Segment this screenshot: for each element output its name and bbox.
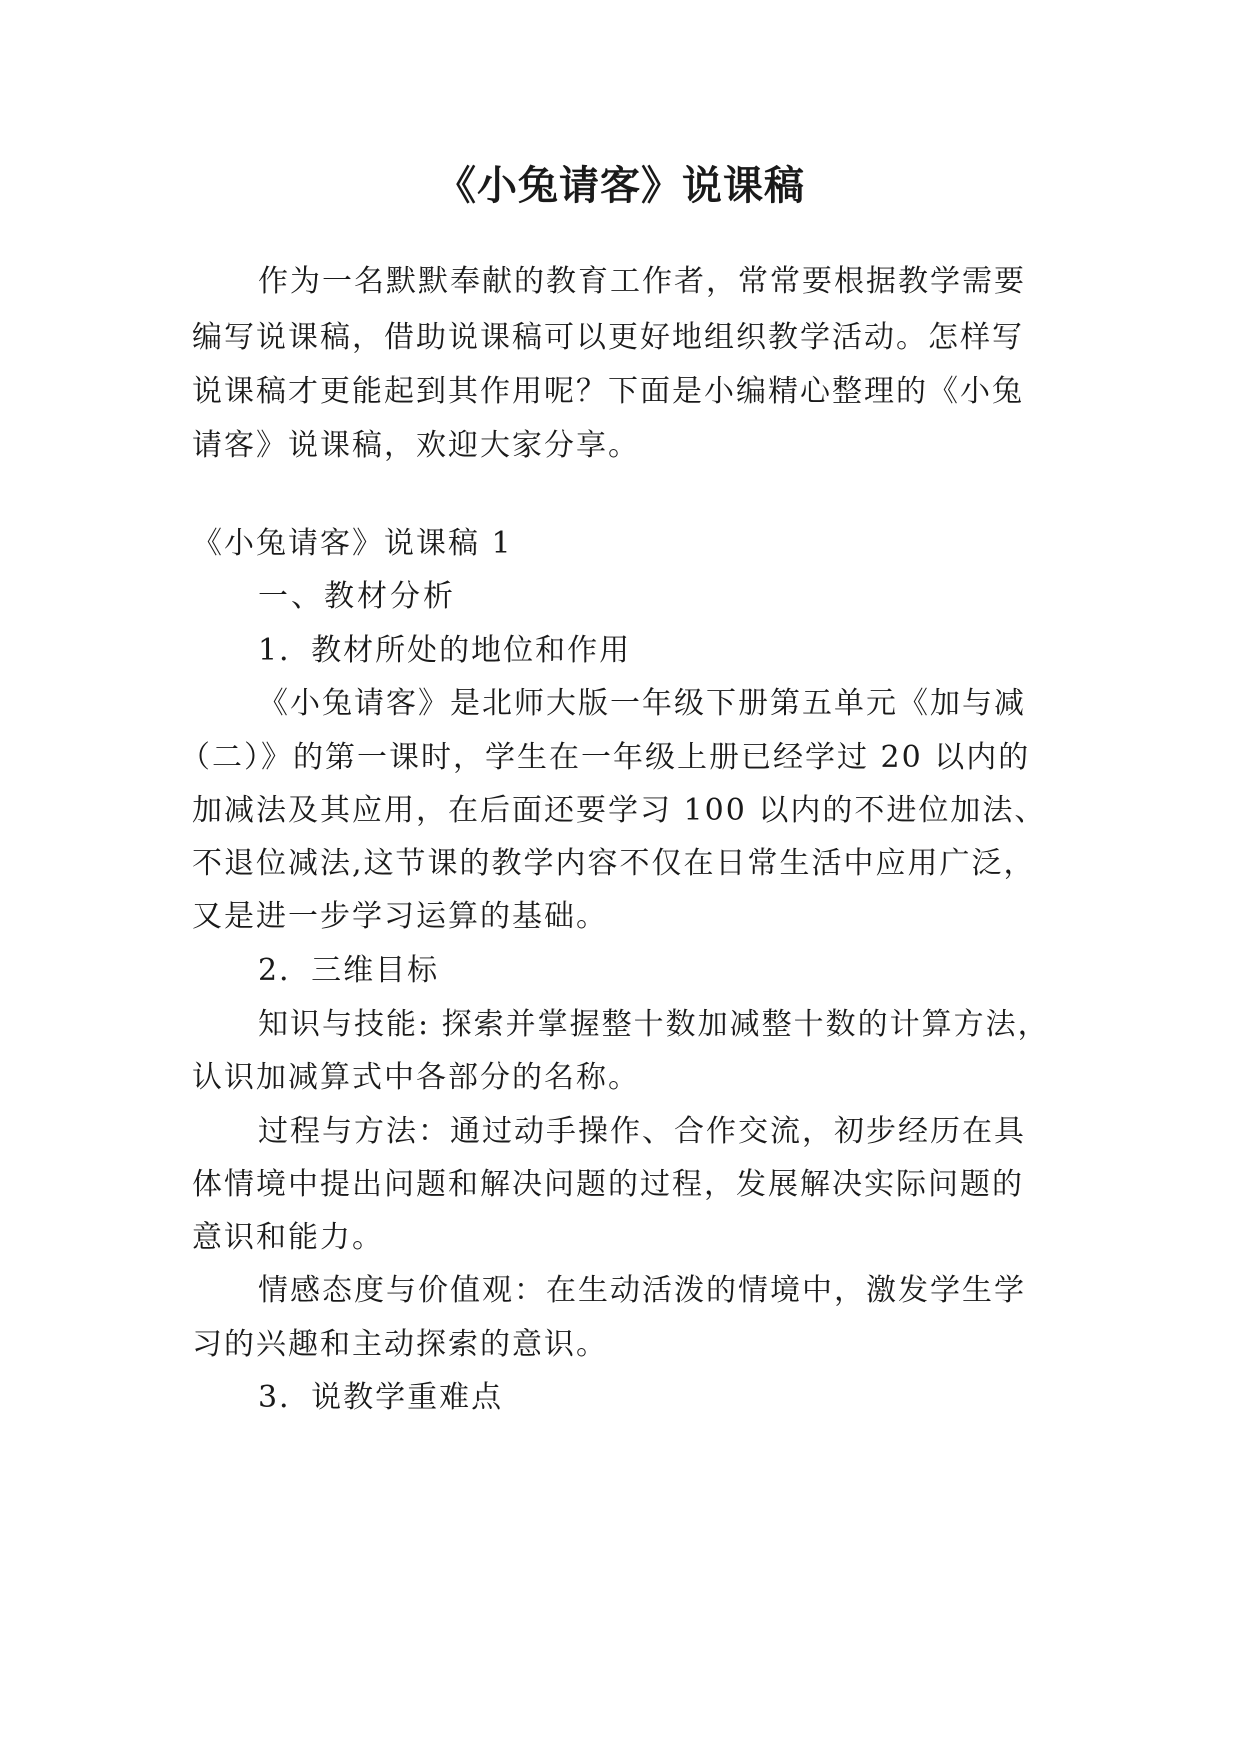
paragraph-line: 认识加减算式中各部分的名称。 [192,1060,640,1095]
paragraph-line: 体情境中提出问题和解决问题的过程，发展解决实际问题的 [192,1167,1024,1202]
page-title: 《小兔请客》说课稿 [436,163,805,209]
paragraph-line: 不退位减法,这节课的教学内容不仅在日常生活中应用广泛， [192,846,1036,881]
subheading-three-dimensional-goals: 2．三维目标 [258,953,440,988]
paragraph-line: 又是进一步学习运算的基础。 [192,899,608,934]
paragraph-line: 习的兴趣和主动探索的意识。 [192,1327,608,1362]
paragraph-line: 《小兔请客》是北师大版一年级下册第五单元《加与减 [258,686,1026,721]
paragraph-line: 意识和能力。 [192,1220,384,1255]
paragraph-line: 情感态度与价值观：在生动活泼的情境中，激发学生学 [258,1273,1026,1308]
subheading-key-difficulties: 3．说教学重难点 [258,1380,504,1415]
intro-line-4: 请客》说课稿，欢迎大家分享。 [192,428,640,463]
section-heading: 《小兔请客》说课稿 1 [192,526,513,561]
paragraph-line: 过程与方法：通过动手操作、合作交流，初步经历在具 [258,1114,1026,1149]
heading-textbook-analysis: 一、教材分析 [258,579,456,614]
paragraph-line: 加减法及其应用，在后面还要学习 100 以内的不进位加法、 [192,793,1047,828]
paragraph-line: 知识与技能: 探索并掌握整十数加减整十数的计算方法， [258,1007,1050,1042]
paragraph-line: （二）》的第一课时，学生在一年级上册已经学过 20 以内的 [180,740,1031,775]
intro-line-2: 编写说课稿，借助说课稿可以更好地组织教学活动。怎样写 [192,320,1024,355]
intro-line-1: 作为一名默默奉献的教育工作者，常常要根据教学需要 [258,264,1026,299]
subheading-position-role: 1．教材所处的地位和作用 [258,633,632,668]
intro-line-3: 说课稿才更能起到其作用呢？下面是小编精心整理的《小兔 [192,374,1024,409]
